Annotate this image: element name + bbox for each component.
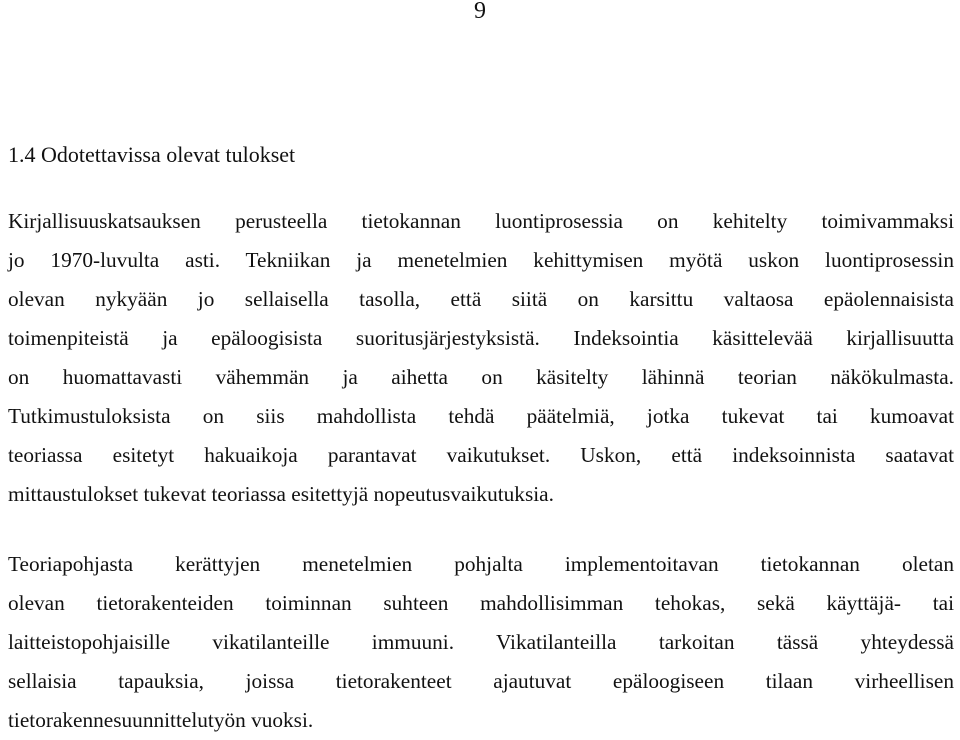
text-line: on huomattavasti vähemmän ja aihetta on käsitelty lähinnä teorian näkökulmasta.	[8, 365, 954, 389]
text-line: Kirjallisuuskatsauksen perusteella tietokannan luontiprosessia on kehitelty toimivammaksi	[8, 209, 954, 233]
page-number: 9	[474, 0, 486, 24]
text-line: mittaustulokset tukevat teoriassa esitettyjä nopeutusvaikutuksia.	[8, 482, 554, 506]
text-line: Tutkimustuloksista on siis mahdollista tehdä päätelmiä, jotka tukevat tai kumoavat	[8, 404, 954, 428]
text-line: Teoriapohjasta kerättyjen menetelmien pohjalta implementoitavan tietokannan oletan	[8, 552, 954, 576]
text-line: tietorakennesuunnittelutyön vuoksi.	[8, 708, 314, 732]
text-line: teoriassa esitetyt hakuaikoja parantavat vaikutukset. Uskon, että indeksoinnista saatavat	[8, 443, 954, 467]
paragraph-implementation	[8, 545, 954, 740]
paragraph-expected-results	[8, 202, 954, 514]
text-line: olevan nykyään jo sellaisella tasolla, että siitä on karsittu valtaosa epäolennaisista	[8, 287, 954, 311]
text-line: sellaisia tapauksia, joissa tietorakenteet ajautuvat epäloogiseen tilaan virheellisen	[8, 669, 954, 693]
text-line: laitteistopohjaisille vikatilanteille immuuni. Vikatilanteilla tarkoitan tässä yhteydessä	[8, 630, 954, 654]
text-line: olevan tietorakenteiden toiminnan suhteen mahdollisimman tehokas, sekä käyttäjä- tai	[8, 591, 954, 615]
text-line: toimenpiteistä ja epäloogisista suoritusjärjestyksistä. Indeksointia käsittelevää kirjallisuutta	[8, 326, 954, 350]
section-heading: 1.4 Odotettavissa olevat tulokset	[8, 142, 296, 167]
text-line: jo 1970-luvulta asti. Tekniikan ja menetelmien kehittymisen myötä uskon luontiprosessin	[8, 248, 954, 272]
